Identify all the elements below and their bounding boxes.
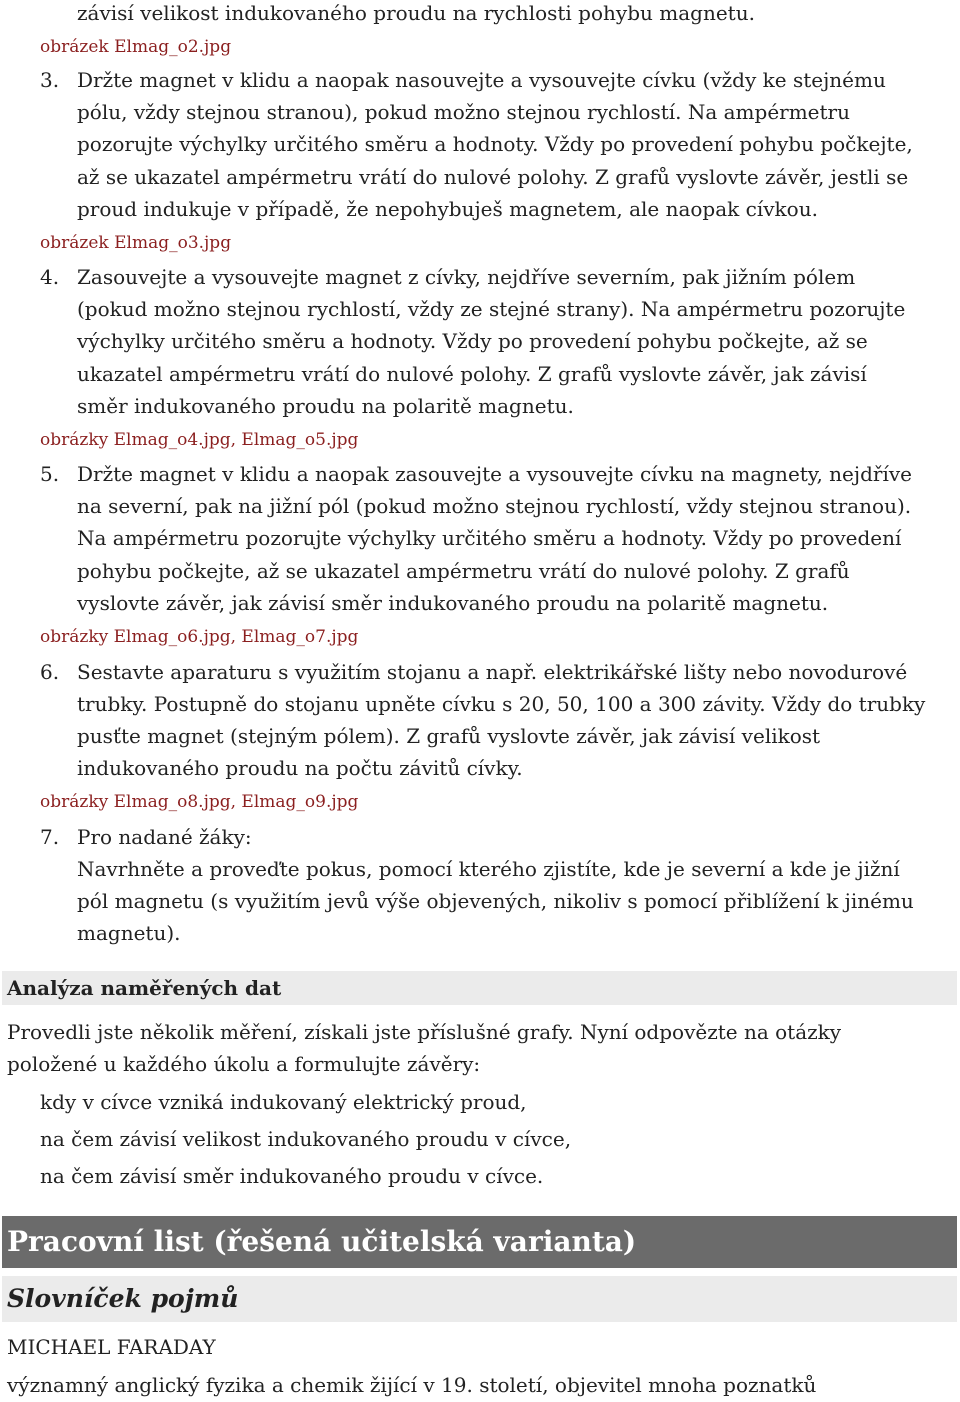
text-line: magnetu).: [77, 921, 181, 945]
figure-reference: obrázky Elmag_o6.jpg, Elmag_o7.jpg: [40, 627, 359, 647]
list-item: kdy v cívce vzniká indukovaný elektrický proud,: [40, 1090, 527, 1114]
step-number: 5.: [40, 462, 60, 486]
figure-reference: obrázky Elmag_o4.jpg, Elmag_o5.jpg: [40, 430, 359, 450]
text-line: pólu, vždy stejnou stranou), pokud možno stejnou rychlostí. Na ampérmetru: [77, 100, 850, 124]
paragraph-line: Provedli jste několik měření, získali jste příslušné grafy. Nyní odpovězte na otázky: [7, 1020, 842, 1044]
text-line: ukazatel ampérmetru vrátí do nulové polohy. Z grafů vyslovte závěr, jak závisí: [77, 362, 867, 386]
text-line: až se ukazatel ampérmetru vrátí do nulové polohy. Z grafů vyslovte závěr, jestli se: [77, 165, 909, 189]
text-line: Na ampérmetru pozorujte výchylky určitého směru a hodnoty. Vždy po provedení: [77, 526, 902, 550]
list-item: na čem závisí velikost indukovaného proudu v cívce,: [40, 1127, 572, 1151]
glossary-heading: Slovníček pojmů: [2, 1276, 957, 1322]
text-line: Pro nadané žáky:: [77, 825, 252, 849]
worksheet-heading: Pracovní list (řešená učitelská varianta): [2, 1216, 957, 1268]
step-number: 4.: [40, 265, 60, 289]
text-line: vyslovte závěr, jak závisí směr indukovaného proudu na polaritě magnetu.: [77, 591, 829, 615]
text-line: pusťte magnet (stejným pólem). Z grafů vyslovte závěr, jak závisí velikost: [77, 724, 821, 748]
glossary-term: MICHAEL FARADAY: [7, 1335, 216, 1359]
paragraph-line: položené u každého úkolu a formulujte závěry:: [7, 1052, 481, 1076]
figure-reference: obrázek Elmag_o3.jpg: [40, 233, 232, 253]
step-number: 7.: [40, 825, 60, 849]
step-number: 3.: [40, 68, 60, 92]
figure-reference: obrázek Elmag_o2.jpg: [40, 37, 232, 57]
section-heading-analysis: Analýza naměřených dat: [2, 971, 957, 1005]
text-line: pozorujte výchylky určitého směru a hodnoty. Vždy po provedení pohybu počkejte,: [77, 132, 913, 156]
text-line: Držte magnet v klidu a naopak nasouvejte a vysouvejte cívku (vždy ke stejnému: [77, 68, 886, 92]
text-line: proud indukuje v případě, že nepohybuješ magnetem, ale naopak cívkou.: [77, 197, 818, 221]
text-line: indukovaného proudu na počtu závitů cívky.: [77, 756, 523, 780]
text-line: Zasouvejte a vysouvejte magnet z cívky, nejdříve severním, pak jižním pólem: [77, 265, 856, 289]
text-line: Držte magnet v klidu a naopak zasouvejte a vysouvejte cívku na magnety, nejdříve: [77, 462, 912, 486]
text-line: trubky. Postupně do stojanu upněte cívku s 20, 50, 100 a 300 závity. Vždy do trubky: [77, 692, 926, 716]
text-line: výchylky určitého směru a hodnoty. Vždy po provedení pohybu počkejte, až se: [77, 329, 868, 353]
glossary-definition: významný anglický fyzika a chemik žijící v 19. století, objevitel mnoha poznatků: [7, 1373, 817, 1397]
text-line: (pokud možno stejnou rychlostí, vždy ze stejné strany). Na ampérmetru pozorujte: [77, 297, 906, 321]
text-line: Navrhněte a proveďte pokus, pomocí kterého zjistíte, kde je severní a kde je jižní: [77, 857, 900, 881]
list-item: na čem závisí směr indukovaného proudu v cívce.: [40, 1164, 544, 1188]
text-line: závisí velikost indukovaného proudu na rychlosti pohybu magnetu.: [77, 1, 755, 25]
text-line: pohybu počkejte, až se ukazatel ampérmetru vrátí do nulové polohy. Z grafů: [77, 559, 850, 583]
figure-reference: obrázky Elmag_o8.jpg, Elmag_o9.jpg: [40, 792, 359, 812]
step-number: 6.: [40, 660, 60, 684]
text-line: pól magnetu (s využitím jevů výše objevených, nikoliv s pomocí přiblížení k jinému: [77, 889, 914, 913]
text-line: na severní, pak na jižní pól (pokud možno stejnou rychlostí, vždy stejnou stranou).: [77, 494, 912, 518]
text-line: směr indukovaného proudu na polaritě magnetu.: [77, 394, 574, 418]
text-line: Sestavte aparaturu s využitím stojanu a např. elektrikářské lišty nebo novodurové: [77, 660, 908, 684]
